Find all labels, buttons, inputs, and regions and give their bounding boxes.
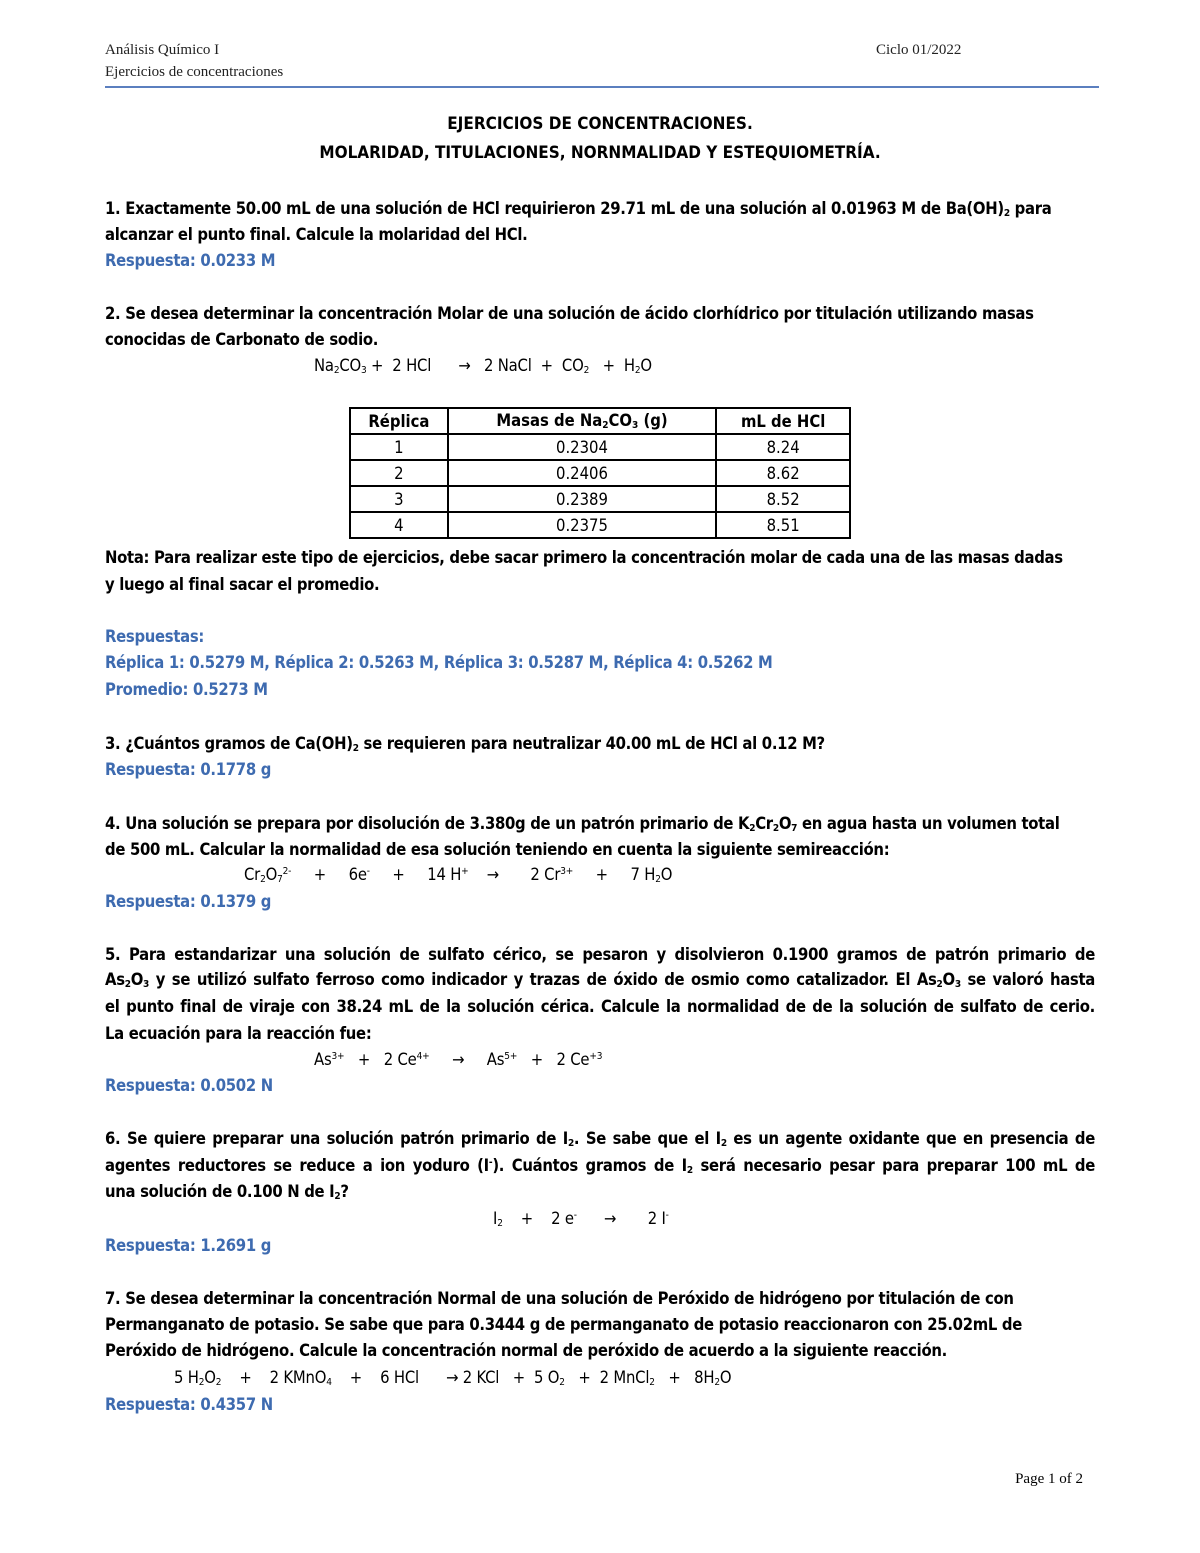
ex5-answer: Respuesta: 0.0502 N: [105, 1076, 273, 1095]
ex1-line1: 1. Exactamente 50.00 mL de una solución de HCl requirieron 29.71 mL de una solución al 0.01963 M de $Ba(OH)_2$ para: [105, 199, 1052, 219]
ex7-line2: Permanganato de potasio. Se sabe que para 0.3444 g de permanganato de potasio reaccionaron con 25.02mL de: [105, 1315, 1023, 1334]
header-rule: [105, 86, 1099, 88]
ex2-average: Promedio: 0.5273 M: [105, 680, 268, 699]
header-cycle: Ciclo 01/2022: [876, 42, 962, 58]
ex4-equation: $Cr_2O_7^{2-}$ + 6e- + 14 H+ → 2 $Cr^{3+}$ + 7 $H_2O$: [244, 865, 673, 885]
table-header: Masas de $Na_2CO_3$ (g): [448, 408, 716, 434]
ex1-line2: alcanzar el punto final. Calcule la molaridad del HCl.: [105, 225, 528, 244]
table-header: Réplica: [350, 408, 448, 434]
ex3-line: 3. ¿Cuántos gramos de $Ca(OH)_2$ se requieren para neutralizar 40.00 mL de HCl al 0.12 M?: [105, 734, 825, 754]
page-number: Page 1 of 2: [1015, 1471, 1083, 1487]
table-row: 3 0.2389 8.52: [350, 486, 850, 512]
ex5-line2: $As_2O_3$ y se utilizó sulfato ferroso como indicador y trazas de óxido de osmio como catalizador. El $As_2O_3$ se valoró hasta: [105, 970, 1095, 990]
ex6-answer: Respuesta: 1.2691 g: [105, 1236, 272, 1255]
ex6-line2: agentes reductores se reduce a ion yoduro (I-). Cuántos gramos de $I_2$ será necesario pesar para preparar 100 mL de: [105, 1156, 1096, 1176]
ex5-line1: 5. Para estandarizar una solución de sulfato cérico, se pesaron y disolvieron 0.1900 gramos de patrón primario de: [105, 945, 1095, 964]
ex7-line1: 7. Se desea determinar la concentración Normal de una solución de Peróxido de hidrógeno por titulación de con: [105, 1289, 1014, 1308]
ex2-answers-line: Réplica 1: 0.5279 M, Réplica 2: 0.5263 M, Réplica 3: 0.5287 M, Réplica 4: 0.5262 M: [105, 653, 773, 672]
ex5-equation: $As^{3+} + 2$ $Ce^{4+}$ → $As^{5+} + 2$ $Ce^{+3}$: [314, 1050, 603, 1069]
replica-table: [349, 407, 851, 539]
table-row: 4 0.2375 8.51: [350, 512, 850, 538]
ex2-note-line2: y luego al final sacar el promedio.: [105, 575, 380, 594]
ex2-equation: $Na_2CO_3 + 2$ HCl → 2 NaCl + $CO_2 + H_2O$: [314, 356, 652, 376]
table-row: 2 0.2406 8.62: [350, 460, 850, 486]
table-row: 1 0.2304 8.24: [350, 434, 850, 460]
ex6-equation: $I_2$ + 2 e- → 2 I-: [493, 1209, 669, 1229]
ex2-line2: conocidas de Carbonato de sodio.: [105, 330, 379, 349]
ex4-line2: de 500 mL. Calcular la normalidad de esa solución teniendo en cuenta la siguiente semireacción:: [105, 840, 890, 859]
ex6-line3: una solución de 0.100 N de $I_2$?: [105, 1182, 349, 1202]
header-topic: Ejercicios de concentraciones: [105, 64, 284, 80]
header-course: Análisis Químico I: [105, 42, 220, 58]
ex4-line1: 4. Una solución se prepara por disolución de 3.380g de un patrón primario de $K_2Cr_2O_7$ en agua hasta un volumen total: [105, 814, 1060, 834]
ex7-answer: Respuesta: 0.4357 N: [105, 1395, 273, 1414]
ex2-note-line1: Nota: Para realizar este tipo de ejercicios, debe sacar primero la concentración molar de cada una de las masas dadas: [105, 548, 1063, 567]
ex2-line1: 2. Se desea determinar la concentración Molar de una solución de ácido clorhídrico por titulación utilizando masas: [105, 304, 1034, 323]
page-title: EJERCICIOS DE CONCENTRACIONES.: [447, 114, 753, 134]
ex5-line4: La ecuación para la reacción fue:: [105, 1024, 372, 1043]
ex7-line3: Peróxido de hidrógeno. Calcule la concentración normal de peróxido de acuerdo a la siguiente reacción.: [105, 1341, 947, 1360]
ex5-line3: el punto final de viraje con 38.24 mL de la solución cérica. Calcule la normalidad de de la solución de sulfato de cerio.: [105, 997, 1095, 1016]
ex2-answers-label: Respuestas:: [105, 627, 205, 646]
ex6-line1: 6. Se quiere preparar una solución patrón primario de $I_2$. Se sabe que el $I_2$ es un agente oxidante que en presencia de: [105, 1129, 1096, 1149]
ex7-equation: 5 $H_2O_2$ + 2 KMnO$_4$ + 6 HCl → 2 KCl + 5 $O_2 + 2$ MnCl$_2$ + $8H_2O$: [174, 1368, 732, 1388]
ex4-answer: Respuesta: 0.1379 g: [105, 892, 272, 911]
ex1-answer: Respuesta: 0.0233 M: [105, 251, 276, 270]
ex3-answer: Respuesta: 0.1778 g: [105, 760, 272, 779]
table-header: mL de HCl: [716, 408, 850, 434]
page-subtitle: MOLARIDAD, TITULACIONES, NORNMALIDAD Y ESTEQUIOMETRÍA.: [319, 143, 881, 163]
